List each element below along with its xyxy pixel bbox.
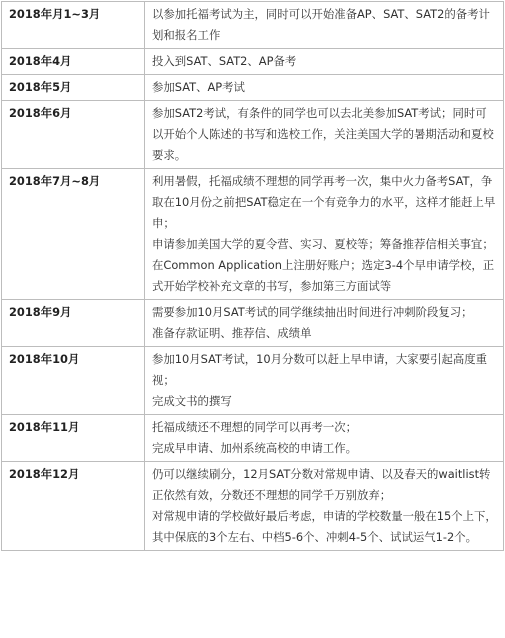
period-cell: 2018年12月: [2, 462, 145, 551]
period-cell: 2018年7月~8月: [2, 169, 145, 300]
plan-text: 利用暑假，托福成绩不理想的同学再考一次，集中火力备考SAT，争取在10月份之前把SAT稳定在一个有竞争力的水平，这样才能赶上早申；: [151, 174, 496, 230]
table-row: [2, 2, 504, 49]
plan-text: 对常规申请的学校做好最后考虑，申请的学校数量一般在15个上下，其中保底的3个左右、中档5-6个、冲刺4-5个、试试运气1-2个。: [151, 509, 497, 544]
plan-cell: [144, 169, 503, 300]
plan-text: 参加SAT、AP考试: [151, 80, 245, 94]
schedule-table-body: [2, 2, 504, 551]
table-row: [2, 300, 504, 347]
plan-text: 申请参加美国大学的夏令营、实习、夏校等；筹备推荐信相关事宜；在Common Application上注册好账户；选定3-4个早申请学校，正式开始学校补充文章的书写，参加第三方面试等: [151, 237, 495, 293]
period-cell: 2018年5月: [2, 75, 145, 101]
period-cell: 2018年月1~3月: [2, 2, 145, 49]
table-row: [2, 462, 504, 551]
table-row: [2, 75, 504, 101]
plan-cell: [144, 75, 503, 101]
plan-text: 托福成绩还不理想的同学可以再考一次；: [151, 420, 358, 434]
table-row: [2, 49, 504, 75]
period-cell: 2018年11月: [2, 415, 145, 462]
plan-cell: [144, 300, 503, 347]
plan-text: 准备存款证明、推荐信、成绩单: [151, 326, 312, 340]
table-row: [2, 101, 504, 169]
plan-text: 仍可以继续刷分，12月SAT分数对常规申请、以及春天的waitlist转正依然有效，分数还不理想的同学千万别放弃；: [151, 467, 491, 502]
plan-text: 以参加托福考试为主，同时可以开始准备AP、SAT、SAT2的备考计划和报名工作: [151, 7, 490, 42]
plan-cell: [144, 101, 503, 169]
period-cell: 2018年9月: [2, 300, 145, 347]
plan-cell: [144, 347, 503, 415]
schedule-table: [1, 1, 504, 551]
plan-text: 完成文书的撰写: [151, 394, 232, 408]
table-row: [2, 347, 504, 415]
period-cell: 2018年10月: [2, 347, 145, 415]
table-row: [2, 415, 504, 462]
plan-text: 参加SAT2考试，有条件的同学也可以去北美参加SAT考试；同时可以开始个人陈述的书写和选校工作，关注美国大学的暑期活动和夏校要求。: [151, 106, 494, 162]
plan-text: 完成早申请、加州系统高校的申请工作。: [151, 441, 358, 455]
plan-text: 需要参加10月SAT考试的同学继续抽出时间进行冲刺阶段复习；: [151, 305, 473, 319]
plan-text: 参加10月SAT考试，10月分数可以赶上早申请，大家要引起高度重视；: [151, 352, 488, 387]
plan-cell: [144, 2, 503, 49]
plan-cell: [144, 415, 503, 462]
plan-text: 投入到SAT、SAT2、AP备考: [151, 54, 297, 68]
period-cell: 2018年6月: [2, 101, 145, 169]
plan-cell: [144, 462, 503, 551]
plan-cell: [144, 49, 503, 75]
table-row: [2, 169, 504, 300]
period-cell: 2018年4月: [2, 49, 145, 75]
